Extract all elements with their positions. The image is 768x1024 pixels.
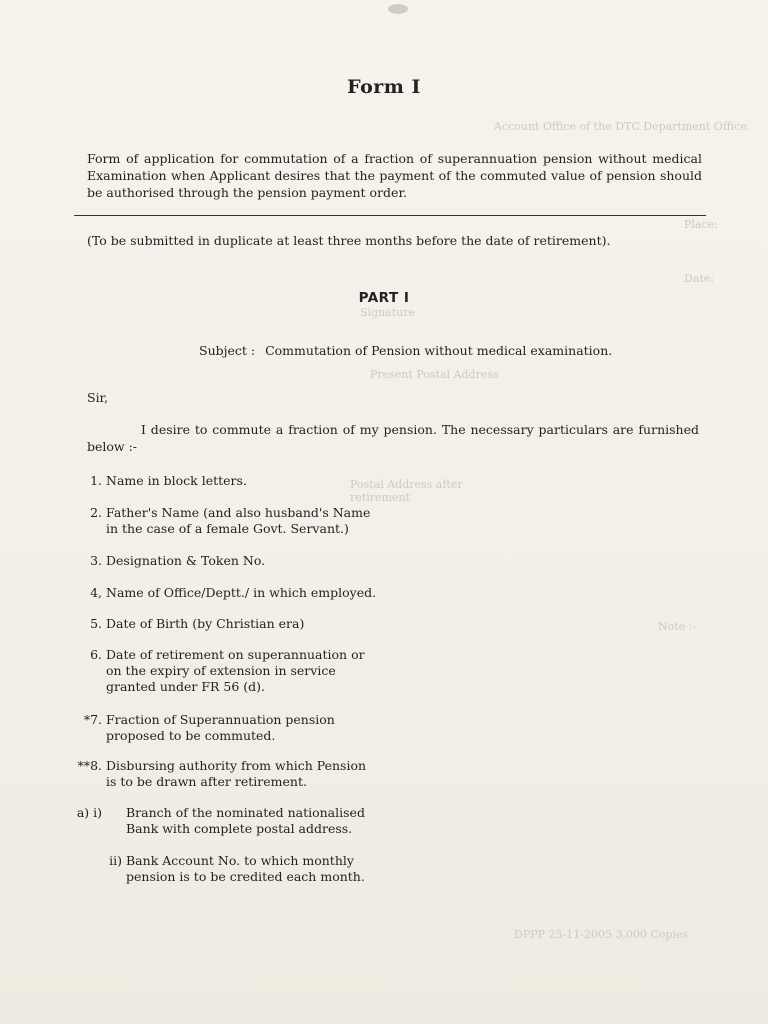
form-item: [60, 616, 380, 632]
item-text: Disbursing authority from which Pension is to be drawn after retirement.: [106, 758, 367, 789]
bleed-dtc: Account Office of the DTC Department Office.: [494, 120, 751, 133]
form-item: [60, 505, 380, 537]
item-text: Bank Account No. to which monthly pension is to be credited each month.: [126, 853, 365, 884]
part-heading: PART I: [358, 290, 410, 306]
divider-line: [74, 215, 706, 216]
bleed-date: Date:: [684, 272, 715, 285]
item-number: **8.: [77, 758, 102, 773]
item-number: 6.: [90, 647, 102, 662]
item-text: Father's Name (and also husband's Name in the case of a female Govt. Servant.): [106, 505, 371, 536]
form-item: [60, 647, 380, 695]
salutation: Sir,: [87, 390, 109, 405]
item-text: Fraction of Superannuation pension proposed to be commuted.: [106, 712, 335, 743]
item-text: Date of retirement on superannuation or on the expiry of extension in service granted under FR 56 (d).: [106, 647, 365, 694]
subject-text: Commutation of Pension without medical examination.: [265, 343, 613, 358]
subject-label: Subject :: [199, 343, 256, 358]
item-text: Branch of the nominated nationalised Bank with complete postal address.: [126, 805, 365, 836]
bleed-place: Place:: [684, 218, 718, 231]
item-number: 1.: [90, 473, 102, 488]
form-intro: Form of application for commutation of a fraction of superannuation pension without medical Examination when Applicant desires that the payment of the commuted value of pension should be authorised through the pension payment order.: [87, 151, 702, 200]
form-item: [60, 473, 380, 489]
bleed-signature: Signature: [360, 306, 416, 319]
smudge-mark: [388, 4, 408, 14]
item-number: 5.: [90, 616, 102, 631]
submission-note: (To be submitted in duplicate at least three months before the date of retirement).: [87, 233, 611, 248]
item-text: Name in block letters.: [106, 473, 247, 488]
item-number: ii): [109, 853, 122, 868]
item-number: *7.: [83, 712, 102, 727]
form-item: [60, 758, 380, 790]
item-text: Designation & Token No.: [106, 553, 266, 568]
item-number: 3.: [90, 553, 102, 568]
subject-line: [199, 343, 612, 358]
item-number: 4,: [90, 585, 102, 600]
item-number: a) i): [76, 805, 102, 820]
item-text: Name of Office/Deptt./ in which employed.: [106, 585, 377, 600]
bleed-note: Note :-: [658, 620, 697, 633]
form-title: Form I: [347, 76, 421, 98]
item-text: Date of Birth (by Christian era): [106, 616, 305, 631]
form-item: [60, 805, 380, 837]
bleed-present-address: Present Postal Address: [370, 368, 499, 381]
form-item: [60, 553, 380, 569]
item-number: 2.: [90, 505, 102, 520]
form-item: [60, 853, 380, 885]
form-item: [60, 712, 380, 744]
body-paragraph: I desire to commute a fraction of my pension. The necessary particulars are furnished below :-: [87, 422, 699, 454]
bleed-footer: DPPP 25-11-2005 3,000 Copies: [514, 928, 689, 941]
form-item: [60, 585, 380, 601]
bleed-postal-after: Postal Address after retirement: [350, 478, 463, 504]
